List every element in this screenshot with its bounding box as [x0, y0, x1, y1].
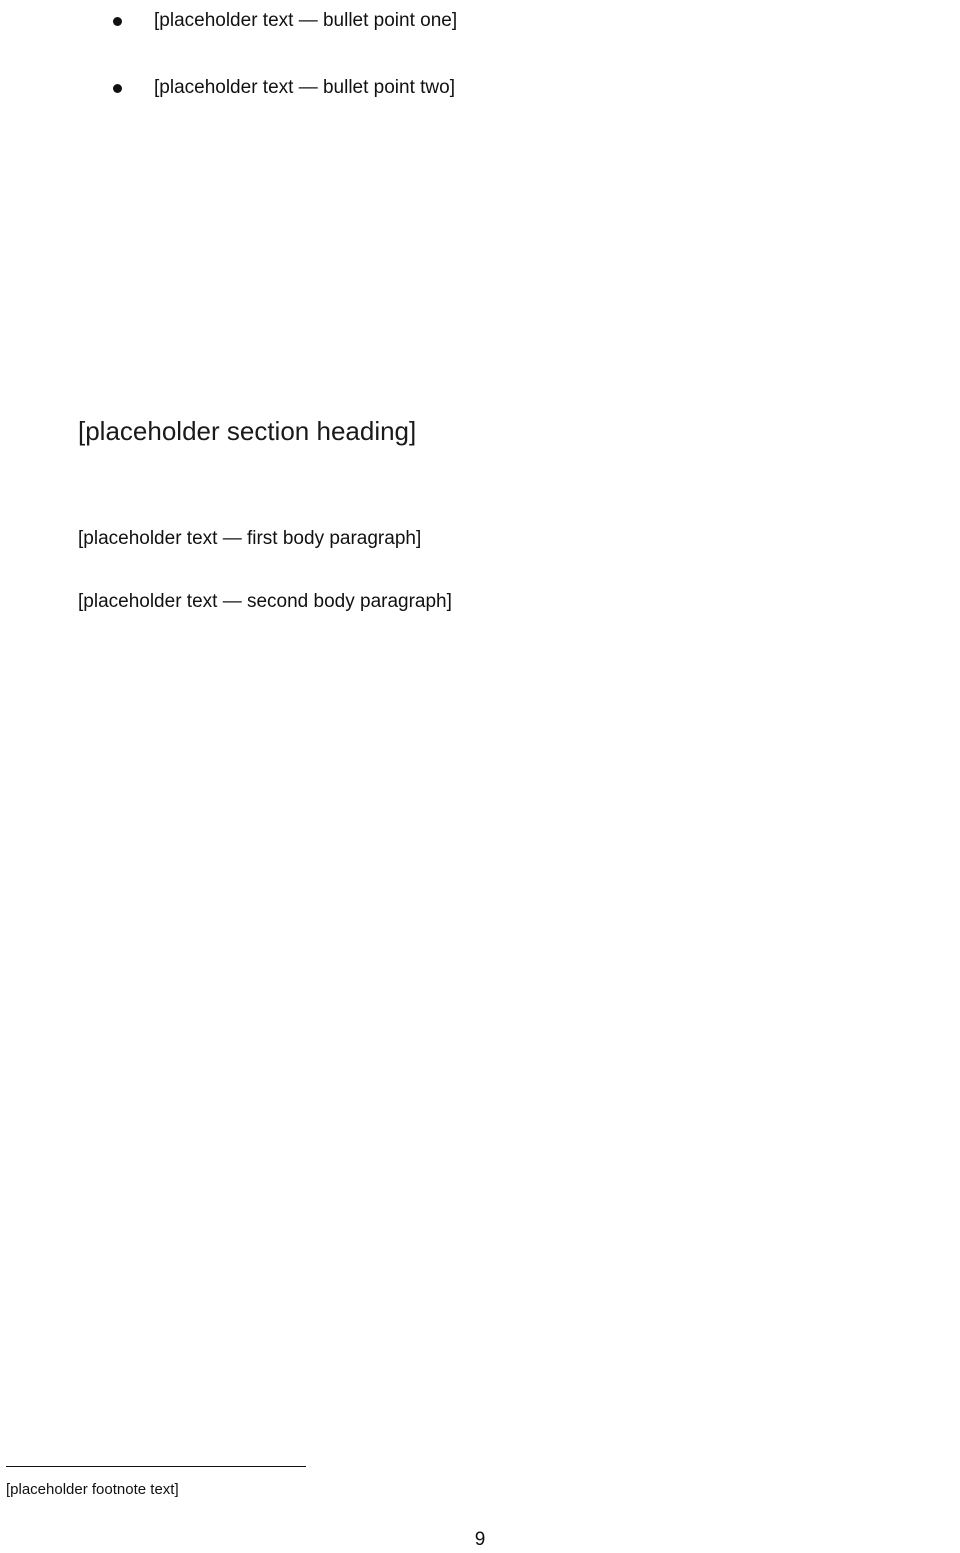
bullet-text: [placeholder text — bullet point two] — [154, 76, 456, 98]
section-heading: [placeholder section heading] — [78, 416, 417, 446]
bullet-dot-icon — [113, 84, 122, 93]
footnote-divider — [6, 1466, 306, 1467]
paragraph-1: [placeholder text — first body paragraph] — [78, 528, 422, 549]
bullet-item-1 — [0, 0, 960, 43]
footnote: [placeholder footnote text] — [6, 1481, 179, 1498]
paragraph-2: [placeholder text — second body paragraph] — [78, 590, 452, 612]
body-text — [6, 518, 954, 623]
bullet-dot-icon — [113, 17, 122, 26]
page-number: 9 — [474, 1529, 486, 1550]
bullet-text: [placeholder text — bullet point one] — [154, 10, 458, 31]
bullet-list — [0, 0, 960, 109]
bullet-item-2 — [0, 67, 960, 110]
